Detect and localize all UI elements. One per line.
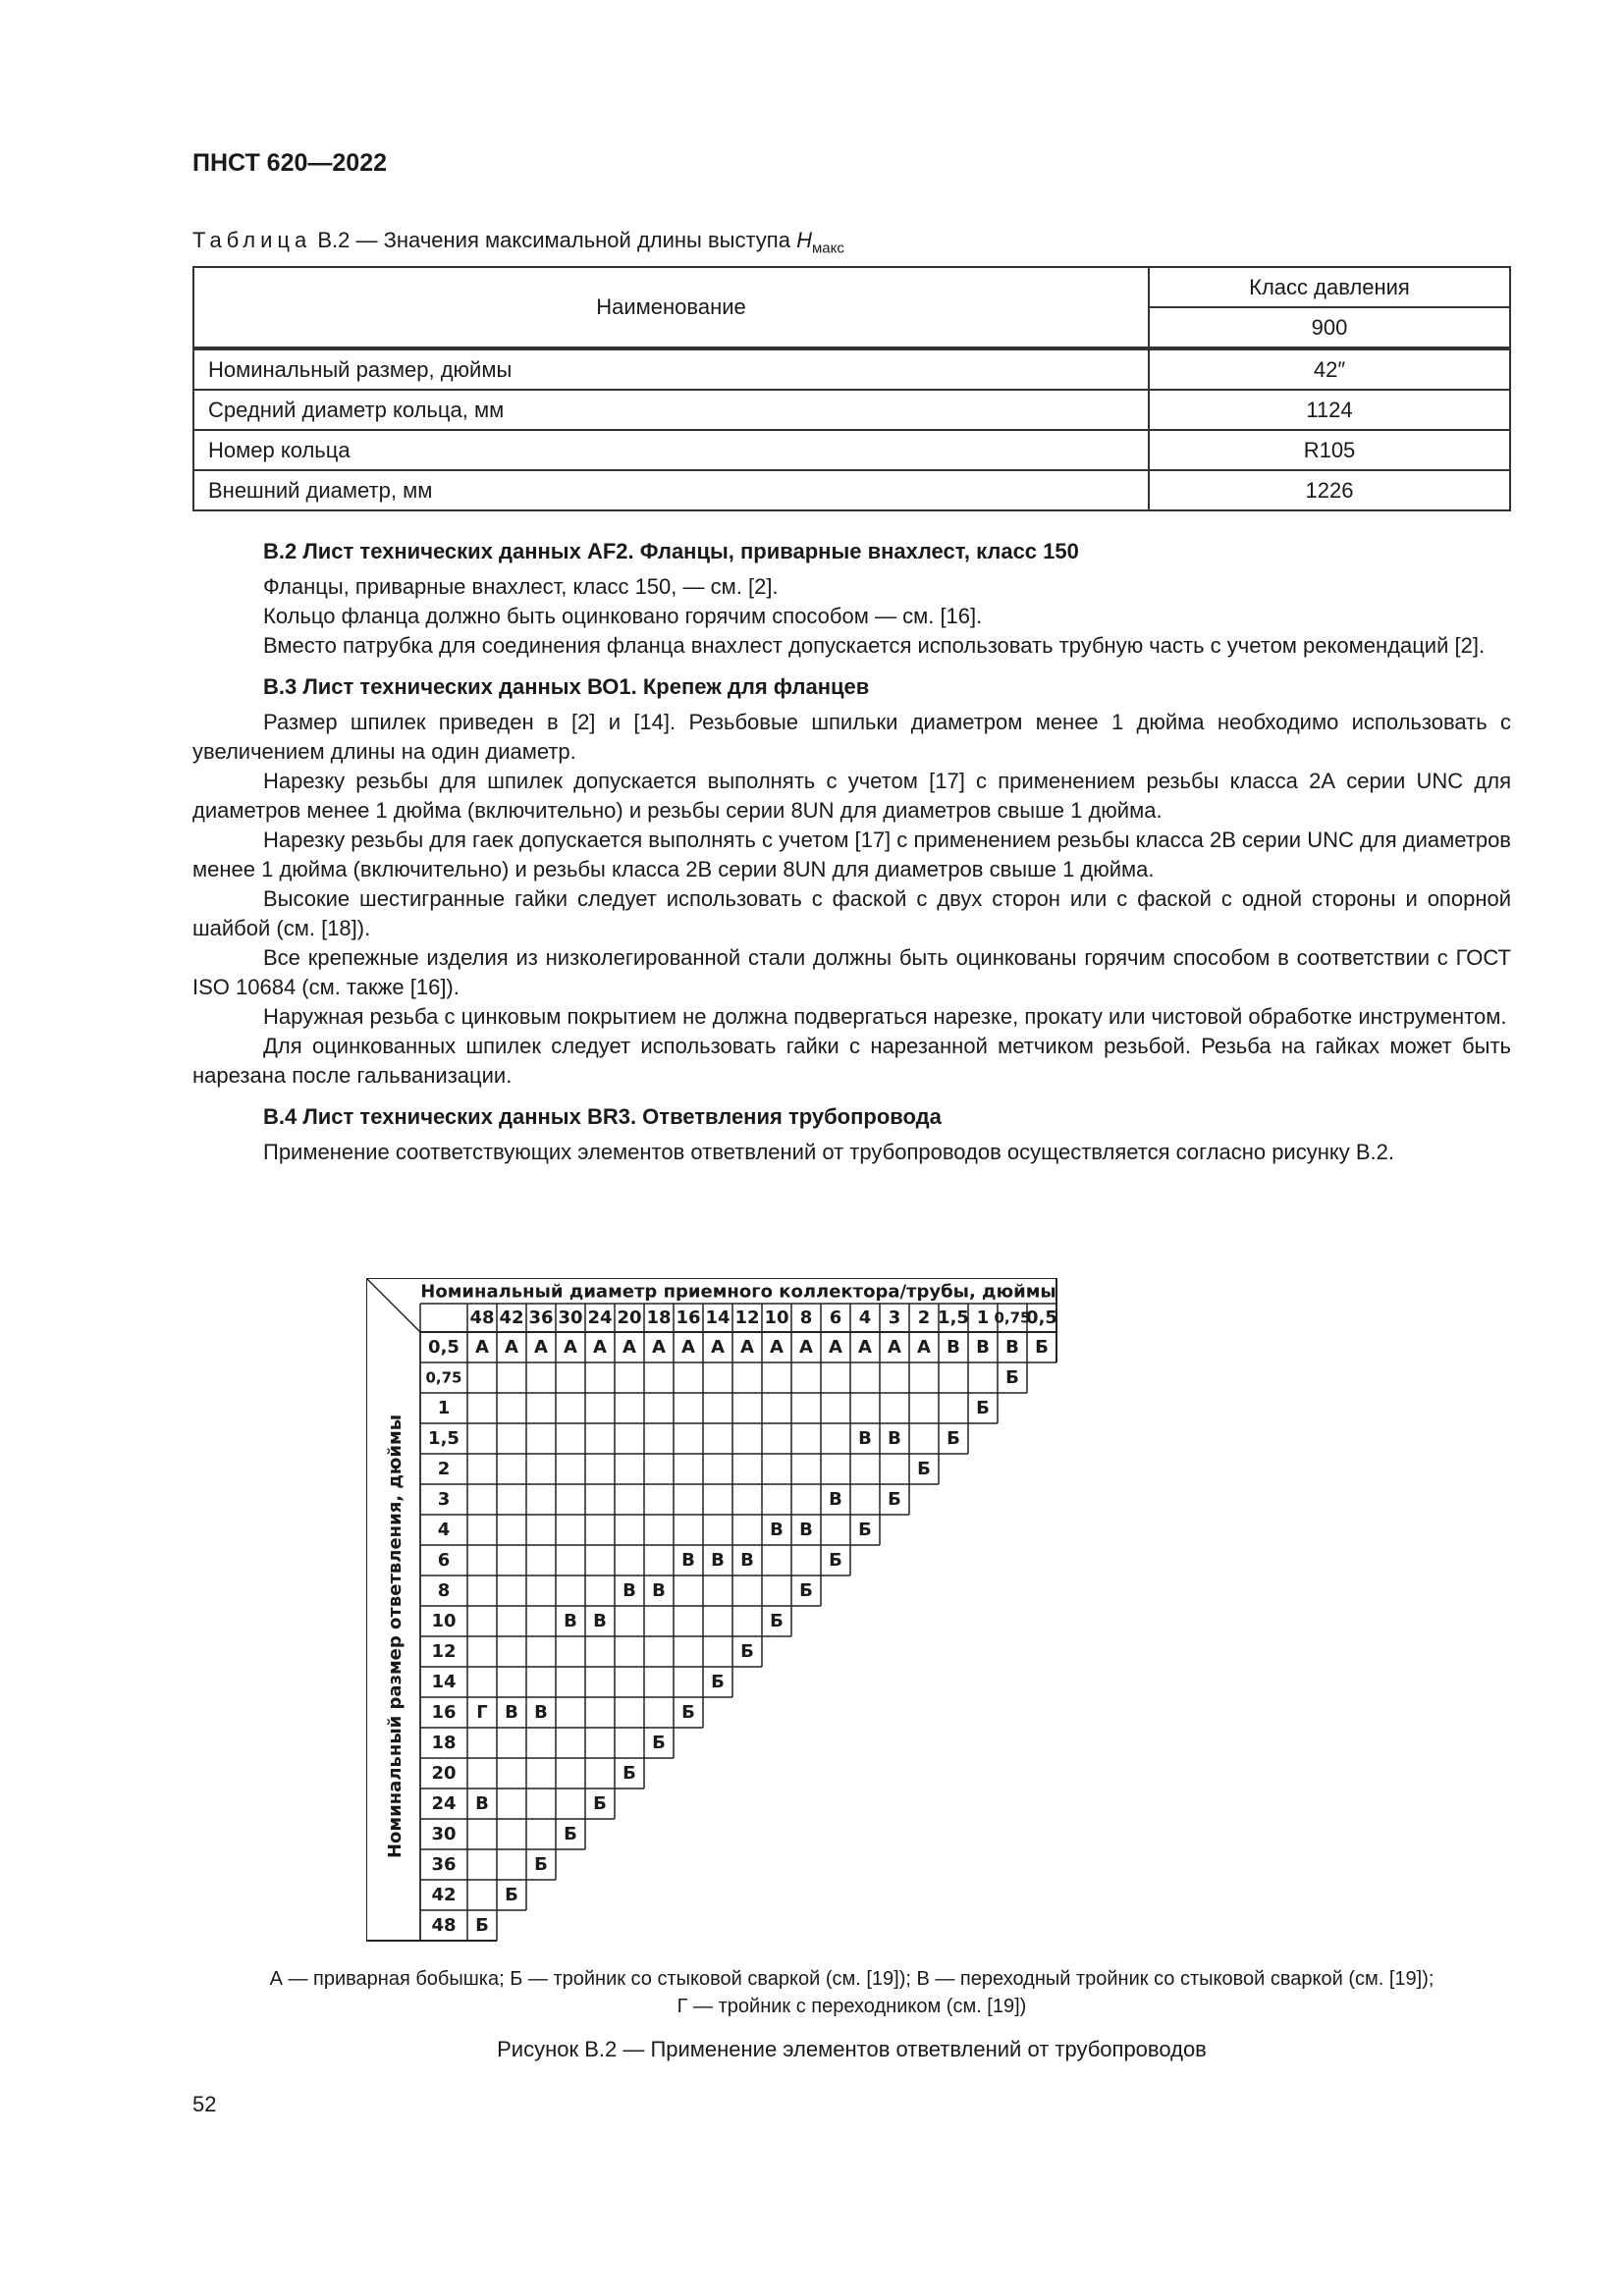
section-b2-p3: Вместо патрубка для соединения фланца внахлест допускается использовать трубную часть с учетом рекомендаций [2]. (263, 633, 1486, 658)
section-b3-p2: Нарезку резьбы для шпилек допускается выполнять с учетом [17] с применением резьбы класса 2А серии UNC для диаметров менее 1 дюйма (включительно) и резьбы серии 8UN для диаметров свыше 1 дюйма. (192, 769, 1511, 823)
column-header-label: 1,5 (938, 1308, 969, 1328)
cell-value: А (770, 1337, 784, 1358)
cell-value: В (888, 1428, 901, 1449)
cell-value: Б (917, 1459, 931, 1479)
cell-value: А (505, 1337, 518, 1358)
row-header-label: 10 (431, 1611, 457, 1631)
cell-value: В (475, 1793, 489, 1814)
row-header-label: 48 (431, 1915, 457, 1936)
row-header-label: 0,75 (425, 1368, 462, 1387)
cell-value: Б (1035, 1337, 1049, 1358)
column-header-label: 1 (976, 1308, 990, 1328)
cell-value: А (799, 1337, 813, 1358)
row-header-label: 20 (431, 1763, 457, 1784)
cell-value: В (681, 1550, 695, 1571)
col-header-name: Наименование (193, 267, 1149, 348)
legend-line-2: Г — тройник с переходником (см. [19]) (677, 1996, 1027, 2017)
branch-application-chart (366, 1278, 1348, 1970)
row-name: Номер кольца (193, 430, 1149, 470)
cell-value: Б (740, 1641, 754, 1662)
cell-value: В (770, 1520, 784, 1540)
row-header-label: 1,5 (428, 1428, 460, 1449)
cell-value: В (829, 1489, 842, 1510)
cell-value: Г (476, 1702, 488, 1723)
row-header-label: 18 (431, 1733, 457, 1753)
figure-legend (192, 1965, 1511, 2020)
row-header-label: 16 (431, 1702, 457, 1723)
cell-value: Б (888, 1489, 901, 1510)
cell-value: Б (829, 1550, 842, 1571)
legend-line-1: А — приварная бобышка; Б — тройник со стыковой сваркой (см. [19]); В — переходный тройник со стыковой сваркой (см. [19]); (269, 1968, 1435, 1990)
cell-value: Б (711, 1672, 725, 1692)
cell-value: Б (858, 1520, 872, 1540)
cell-value: В (623, 1580, 636, 1601)
row-value: 42″ (1149, 348, 1510, 390)
row-header-label: 30 (431, 1824, 457, 1844)
cell-value: В (740, 1550, 754, 1571)
cell-value: В (947, 1337, 960, 1358)
row-header-label: 6 (437, 1550, 451, 1571)
branch-application-grid (366, 1278, 1348, 1965)
column-header-label: 4 (858, 1308, 872, 1328)
row-header-label: 24 (431, 1793, 457, 1814)
column-header-label: 0,5 (1026, 1308, 1057, 1328)
section-b3-p1: Размер шпилек приведен в [2] и [14]. Резьбовые шпильки диаметром менее 1 дюйма необходимо использовать с увеличением длины на один диаметр. (192, 710, 1511, 764)
cell-value: В (858, 1428, 872, 1449)
column-header-label: 18 (646, 1308, 672, 1328)
cell-value: В (652, 1580, 666, 1601)
section-b4-p1: Применение соответствующих элементов ответвлений от трубопроводов осуществляется согласно рисунку В.2. (263, 1140, 1394, 1164)
row-name: Внешний диаметр, мм (193, 470, 1149, 510)
section-b4-title: В.4 Лист технических данных BR3. Ответвления трубопровода (263, 1104, 942, 1129)
cell-value: Б (799, 1580, 813, 1601)
column-header-label: 3 (888, 1308, 901, 1328)
table-caption-prefix: Таблица (192, 228, 312, 252)
cell-value: В (534, 1702, 548, 1723)
column-header-label: 30 (558, 1308, 583, 1328)
table-caption-sub: макс (811, 240, 844, 257)
cell-value: А (475, 1337, 489, 1358)
cell-value: Б (534, 1854, 548, 1875)
row-header-label: 14 (431, 1672, 457, 1692)
cell-value: А (740, 1337, 754, 1358)
cell-value: А (681, 1337, 695, 1358)
column-header-label: 24 (587, 1308, 613, 1328)
row-value: R105 (1149, 430, 1510, 470)
cell-value: В (593, 1611, 607, 1631)
column-header-label: 2 (917, 1308, 931, 1328)
cell-value: А (888, 1337, 901, 1358)
row-header-label: 42 (431, 1885, 457, 1905)
cell-value: Б (593, 1793, 607, 1814)
row-header-label: 0,5 (428, 1337, 460, 1358)
column-header-label: 10 (764, 1308, 789, 1328)
cell-value: А (534, 1337, 548, 1358)
row-header-label: 12 (431, 1641, 457, 1662)
corner-diagonal (366, 1278, 420, 1332)
cell-value: Б (623, 1763, 636, 1784)
cell-value: А (623, 1337, 636, 1358)
page-number: 52 (192, 2092, 217, 2116)
row-header-label: 4 (437, 1520, 451, 1540)
section-b3-p7: Для оцинкованных шпилек следует использовать гайки с нарезанной метчиком резьбой. Резьба на гайках может быть нарезана после гальванизации. (192, 1034, 1511, 1088)
column-header-label: 14 (705, 1308, 731, 1328)
section-b2-p1: Фланцы, приварные внахлест, класс 150, — см. [2]. (263, 574, 779, 599)
pressure-class-table (192, 266, 1511, 511)
col-header-class: Класс давления (1149, 267, 1510, 307)
cell-value: Б (976, 1398, 990, 1418)
section-b3-title: В.3 Лист технических данных ВО1. Крепеж для фланцев (263, 674, 870, 699)
section-b3-p3: Нарезку резьбы для гаек допускается выполнять с учетом [17] с применением резьбы класса 2В серии UNC для диаметров менее 1 дюйма (включительно) и резьбы класса 2В серии 8UN для диаметров свыше 1 дюйма. (192, 828, 1511, 881)
section-b3-p6: Наружная резьба с цинковым покрытием не должна подвергаться нарезке, прокату или чистовой обработке инструментом. (263, 1004, 1507, 1029)
row-value: 1226 (1149, 470, 1510, 510)
table-row (193, 390, 1510, 430)
cell-value: А (829, 1337, 842, 1358)
row-header-label: 3 (437, 1489, 451, 1510)
table-caption-symbol: H (796, 228, 812, 252)
cell-value: В (976, 1337, 990, 1358)
chart-title: Номинальный диаметр приемного коллектора/трубы, дюймы (420, 1281, 1056, 1303)
cell-value: А (564, 1337, 577, 1358)
cell-value: Б (947, 1428, 960, 1449)
table-row (193, 430, 1510, 470)
cell-value: А (858, 1337, 872, 1358)
cell-value: Б (505, 1885, 518, 1905)
column-header-label: 8 (799, 1308, 813, 1328)
section-b3-p4: Высокие шестигранные гайки следует использовать с фаской с двух сторон или с фаской с одной стороны и опорной шайбой (см. [18]). (192, 886, 1511, 940)
table-row (193, 348, 1510, 390)
section-b3-p5: Все крепежные изделия из низколегированной стали должны быть оцинкованы горячим способом в соответствии с ГОСТ ISO 10684 (см. также [16]). (192, 945, 1511, 999)
cell-value: А (593, 1337, 607, 1358)
cell-value: В (711, 1550, 725, 1571)
cell-value: А (652, 1337, 666, 1358)
row-name: Номинальный размер, дюймы (193, 348, 1149, 390)
cell-value: Б (681, 1702, 695, 1723)
cell-value: Б (564, 1824, 577, 1844)
column-header-label: 16 (676, 1308, 701, 1328)
cell-value: А (711, 1337, 725, 1358)
column-header-label: 6 (829, 1308, 842, 1328)
row-header-label: 8 (437, 1580, 451, 1601)
row-axis-label: Номинальный размер ответвления, дюймы (385, 1414, 406, 1859)
cell-value: В (505, 1702, 518, 1723)
col-header-class-value: 900 (1149, 307, 1510, 348)
cell-value: Б (652, 1733, 666, 1753)
cell-value: А (917, 1337, 931, 1358)
column-header-label: 48 (469, 1308, 495, 1328)
section-b2-title: В.2 Лист технических данных AF2. Фланцы, приварные внахлест, класс 150 (263, 539, 1079, 563)
row-header-label: 2 (437, 1459, 451, 1479)
cell-value: Б (475, 1915, 489, 1936)
column-header-label: 36 (528, 1308, 554, 1328)
column-header-label: 0,75 (994, 1308, 1031, 1327)
cell-value: В (564, 1611, 577, 1631)
section-b2-p2: Кольцо фланца должно быть оцинковано горячим способом — см. [16]. (263, 604, 983, 628)
document-header: ПНСТ 620—2022 (192, 149, 387, 177)
row-header-label: 1 (437, 1398, 451, 1418)
cell-value: В (1005, 1337, 1019, 1358)
body-text (192, 537, 1511, 1167)
figure-caption: Рисунок В.2 — Применение элементов ответвлений от трубопроводов (497, 2037, 1207, 2061)
column-header-label: 12 (734, 1308, 760, 1328)
cell-value: Б (770, 1611, 784, 1631)
row-header-label: 36 (431, 1854, 457, 1875)
row-name: Средний диаметр кольца, мм (193, 390, 1149, 430)
table-caption (192, 228, 844, 256)
table-row (193, 470, 1510, 510)
cell-value: В (799, 1520, 813, 1540)
cell-value: Б (1005, 1367, 1019, 1388)
table-caption-text: В.2 — Значения максимальной длины выступа (311, 228, 797, 252)
column-header-label: 42 (499, 1308, 524, 1328)
column-header-label: 20 (617, 1308, 642, 1328)
row-value: 1124 (1149, 390, 1510, 430)
